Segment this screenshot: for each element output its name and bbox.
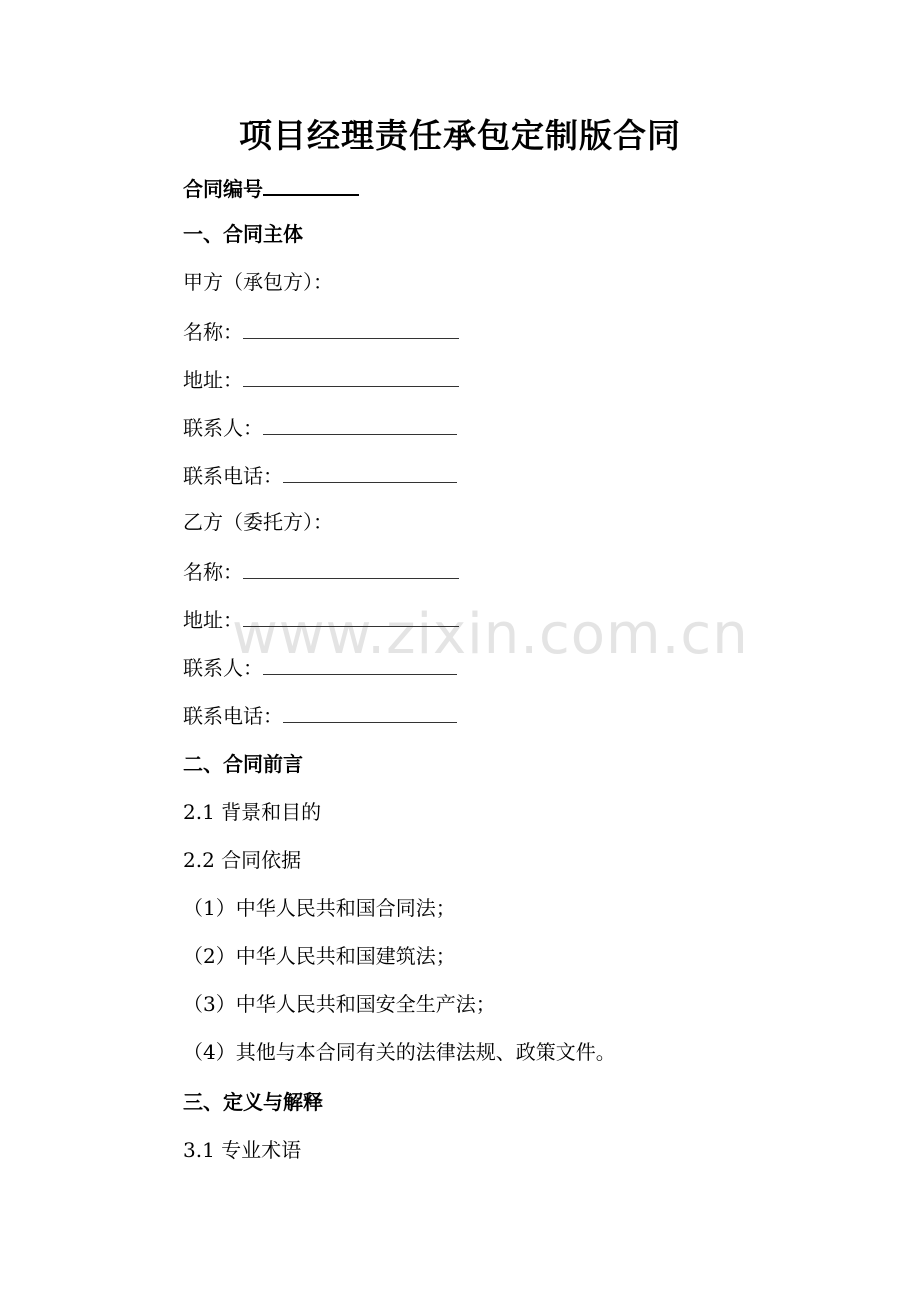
party-a-name-field[interactable]: [243, 316, 459, 339]
party-a-phone-field[interactable]: [283, 460, 457, 483]
party-a-contact-row: [183, 412, 457, 442]
party-a-heading: 甲方（承包方）：: [183, 270, 333, 294]
basis-item-3: （3）中华人民共和国安全生产法；: [183, 992, 496, 1016]
watermark-text: www.zixin.com.cn: [232, 602, 749, 667]
party-a-name-row: [183, 316, 459, 346]
party-b-contact-row: [183, 652, 457, 682]
party-b-phone-field[interactable]: [283, 700, 457, 723]
party-b-name-field[interactable]: [243, 556, 459, 579]
item-2-1: 2.1 背景和目的: [183, 800, 322, 824]
basis-item-1: （1）中华人民共和国合同法；: [183, 896, 456, 920]
party-b-contact-field[interactable]: [263, 652, 457, 675]
party-a-address-row: [183, 364, 459, 394]
party-b-heading: 乙方（委托方）：: [183, 510, 333, 534]
party-b-phone-row: [183, 700, 457, 730]
basis-item-4: （4）其他与本合同有关的法律法规、政策文件。: [183, 1040, 616, 1064]
party-a-phone-label: 联系电话：: [183, 464, 283, 488]
basis-item-2: （2）中华人民共和国建筑法；: [183, 944, 456, 968]
party-b-address-row: [183, 604, 459, 634]
party-a-contact-field[interactable]: [263, 412, 457, 435]
item-2-2: 2.2 合同依据: [183, 848, 302, 872]
party-a-address-label: 地址：: [183, 368, 243, 392]
party-b-name-row: [183, 556, 459, 586]
party-b-address-field[interactable]: [243, 604, 459, 627]
section-heading-preamble: 二、合同前言: [183, 752, 303, 776]
contract-number-row: [183, 172, 359, 203]
party-b-name-label: 名称：: [183, 560, 243, 584]
item-3-1: 3.1 专业术语: [183, 1138, 302, 1162]
section-heading-definitions: 三、定义与解释: [183, 1090, 323, 1114]
contract-number-field[interactable]: [263, 172, 359, 196]
party-a-phone-row: [183, 460, 457, 490]
party-a-contact-label: 联系人：: [183, 416, 263, 440]
section-heading-parties: 一、合同主体: [183, 222, 303, 246]
document-title: 项目经理责任承包定制版合同: [239, 116, 681, 155]
party-b-contact-label: 联系人：: [183, 656, 263, 680]
party-a-name-label: 名称：: [183, 320, 243, 344]
party-a-address-field[interactable]: [243, 364, 459, 387]
contract-number-label: 合同编号: [183, 177, 263, 201]
party-b-phone-label: 联系电话：: [183, 704, 283, 728]
party-b-address-label: 地址：: [183, 608, 243, 632]
